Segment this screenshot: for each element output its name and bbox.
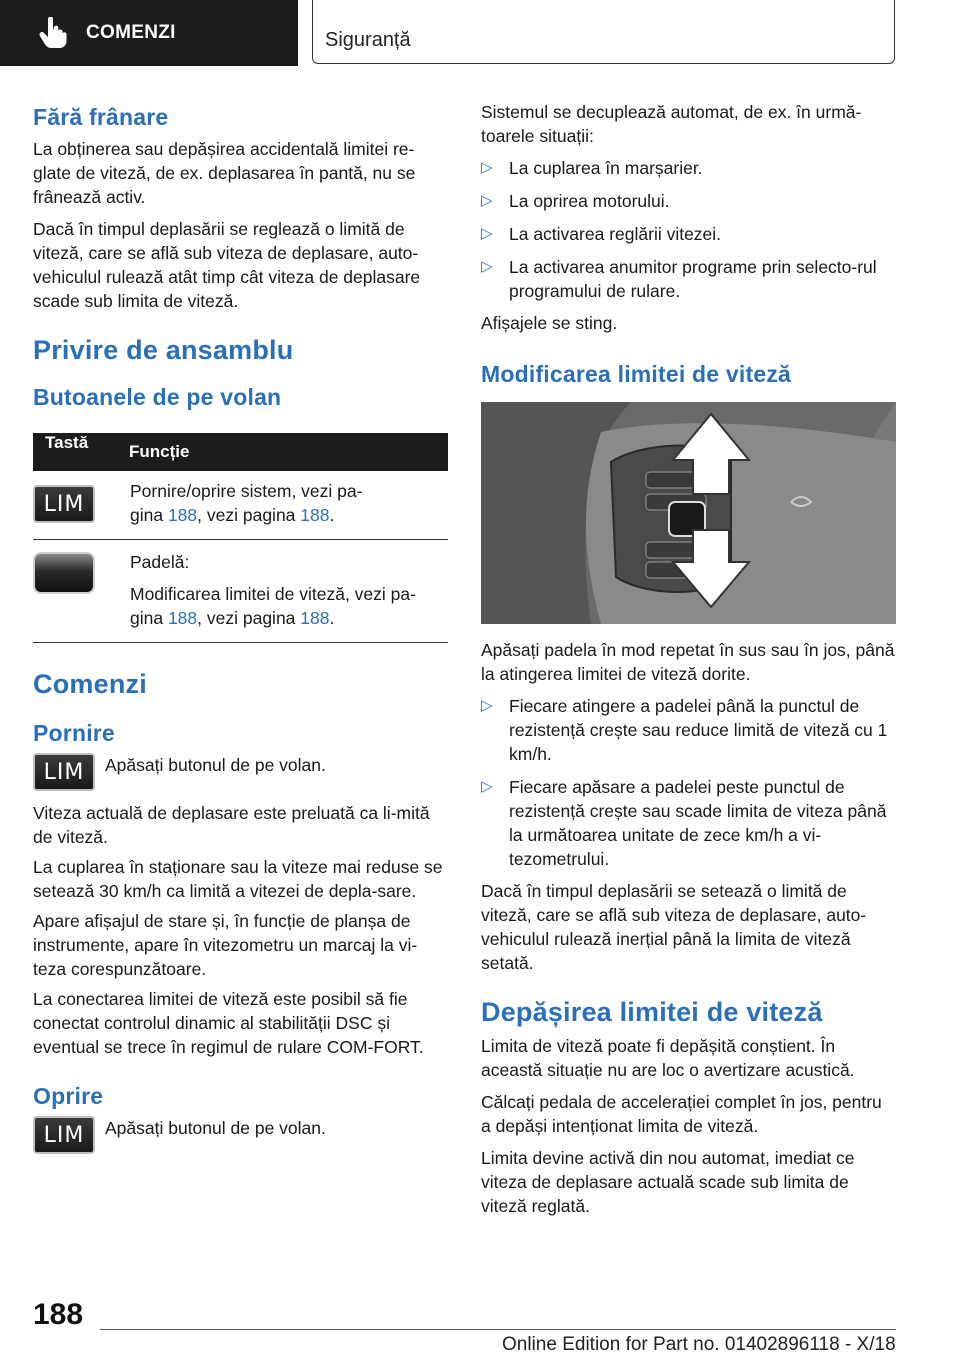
list-item: ▷ La oprirea motorului. — [481, 191, 670, 211]
chapter-tab-label: Siguranță — [325, 29, 411, 51]
steering-wheel-photo — [481, 402, 896, 624]
section-tab[interactable] — [0, 0, 298, 66]
page-header — [0, 0, 960, 66]
chapter-tab[interactable] — [312, 0, 895, 64]
paragraph: Dacă în timpul deplasării se setează o limită de viteză, care se află sub viteza de deplasare, auto-vehiculul rulează inerțial până la limita de viteză setată. — [481, 881, 867, 973]
heading-controls: Comenzi — [33, 669, 147, 699]
paragraph: Apăsați butonul de pe volan. — [105, 1118, 326, 1138]
table-row — [33, 540, 448, 643]
left-column — [33, 100, 448, 1154]
table-cell-function — [129, 540, 448, 643]
bullet-list — [481, 156, 896, 303]
triangle-bullet-icon: ▷ — [481, 192, 493, 209]
paragraph: Apare afișajul de stare și, în funcție de planșa de instrumente, apare în vitezometru un marcaj la vi-teza corespunzătoare. — [33, 911, 418, 979]
list-item: ▷ Fiecare apăsare a padelei peste punctul de rezistență crește sau scade limita de viteza până la următoarea unitate de zece km/h a vi-tezometrului. — [481, 777, 887, 869]
paragraph: Limita devine activă din nou automat, imediat ce viteza de deplasare actuală scade sub limita de viteză reglată. — [481, 1148, 855, 1216]
paragraph: Limita de viteză poate fi depășită conștient. În această situație nu are loc o avertizare acustică. — [481, 1036, 855, 1080]
cell-title: Padelă: — [130, 552, 190, 572]
start-instruction — [33, 753, 448, 791]
paragraph: Viteza actuală de deplasare este preluată ca li-mită de viteză. — [33, 803, 430, 847]
section-tab-label: COMENZI — [86, 22, 176, 43]
heading-exceed: Depășirea limitei de viteză — [481, 997, 823, 1027]
triangle-bullet-icon: ▷ — [481, 225, 493, 242]
heading-no-brake: Fără frânare — [33, 104, 169, 130]
cell-text: Pornire/oprire sistem, vezi pa- — [130, 481, 363, 501]
heading-modify: Modificarea limitei de viteză — [481, 361, 792, 387]
page-link[interactable]: 188 — [300, 608, 330, 628]
triangle-bullet-icon: ▷ — [481, 258, 493, 275]
triangle-bullet-icon: ▷ — [481, 697, 493, 714]
list-item: ▷ La activarea anumitor programe prin selecto-rul programului de rulare. — [481, 257, 877, 301]
heading-buttons: Butoanele de pe volan — [33, 384, 282, 410]
paragraph: Afișajele se sting. — [481, 313, 618, 333]
paddle-icon — [33, 552, 95, 594]
right-column — [481, 100, 896, 1218]
list-item: ▷ Fiecare atingere a padelei până la punctul de rezistență crește sau reduce limită de viteză cu 1 km/h. — [481, 696, 888, 764]
table-header-row — [33, 433, 448, 471]
page-number: 188 — [33, 1298, 84, 1331]
cell-text: Modificarea limitei de viteză, vezi pa- — [130, 584, 416, 604]
paragraph: La cuplarea în staționare sau la viteze mai reduse se setează 30 km/h ca limită a vitezei de depla-sare. — [33, 857, 443, 901]
page-link[interactable]: 188 — [167, 608, 198, 628]
footer-edition: Online Edition for Part no. 01402896118 - X/18 — [502, 1334, 896, 1355]
lim-button-icon: LIM — [33, 753, 95, 791]
hand-pointer-icon — [36, 16, 70, 50]
paragraph: Călcați pedala de accelerației complet în jos, pentru a depăși intenționat limita de viteză. — [481, 1092, 882, 1136]
paragraph: Sistemul se decuplează automat, de ex. în urmă-toarele situații: — [481, 102, 862, 146]
heading-start: Pornire — [33, 720, 115, 746]
stop-instruction — [33, 1116, 448, 1154]
page-link[interactable]: 188 — [300, 505, 330, 525]
lim-button-icon: LIM — [33, 485, 95, 523]
triangle-bullet-icon: ▷ — [481, 159, 493, 176]
triangle-bullet-icon: ▷ — [481, 778, 493, 795]
col-header-key: Tastă — [33, 433, 129, 471]
cell-text-refs: gina 188, vezi pagina 188. — [130, 608, 335, 628]
col-header-function: Funcție — [129, 433, 448, 471]
paragraph: Apăsați padela în mod repetat în sus sau în jos, până la atingerea limitei de viteză dorite. — [481, 640, 895, 684]
paragraph: Apăsați butonul de pe volan. — [105, 755, 326, 775]
cell-text-refs: gina 188, vezi pagina 188. — [130, 505, 335, 525]
table-row — [33, 471, 448, 540]
heading-stop: Oprire — [33, 1083, 104, 1109]
page-link[interactable]: 188 — [167, 505, 198, 525]
list-item: ▷ La cuplarea în marșarier. — [481, 158, 703, 178]
paragraph: Dacă în timpul deplasării se reglează o limită de viteză, care se află sub viteza de deplasare, auto-vehiculul rulează atât timp cât viteza de deplasare scade sub limita de viteză. — [33, 219, 421, 311]
heading-overview: Privire de ansamblu — [33, 335, 294, 365]
paragraph: La obținerea sau depășirea accidentală limitei re-glate de viteză, de ex. deplasarea în pantă, nu se frânează activ. — [33, 139, 416, 207]
table-cell-function — [129, 471, 448, 540]
footer-divider — [100, 1329, 896, 1330]
bullet-list — [481, 694, 896, 871]
paragraph: La conectarea limitei de viteză este posibil să fie conectat controlul dinamic al stabilității DSC și eventual se trece în regimul de rulare COM-FORT. — [33, 989, 424, 1057]
list-item: ▷ La activarea reglării vitezei. — [481, 224, 722, 244]
function-table — [33, 433, 448, 643]
lim-button-icon: LIM — [33, 1116, 95, 1154]
